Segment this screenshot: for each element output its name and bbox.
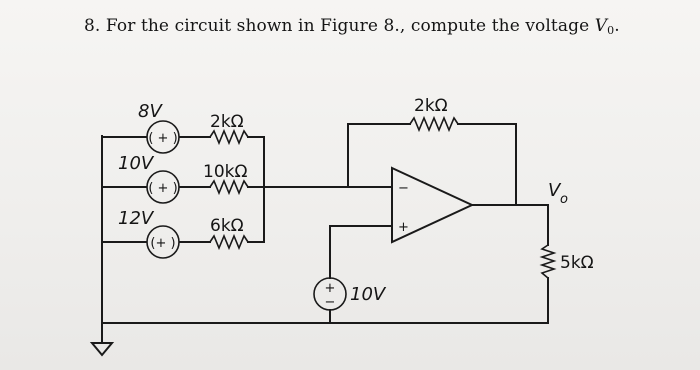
source-reference-minus: − xyxy=(324,295,336,310)
question-period: . xyxy=(614,16,620,36)
opamp xyxy=(392,168,472,242)
source-top xyxy=(138,101,179,153)
source-top-polarity: ( + ) xyxy=(148,131,178,146)
resistor-load-zigzag xyxy=(542,245,554,278)
resistor-bottom-zigzag xyxy=(210,236,248,248)
question-voltage-symbol: V xyxy=(594,16,608,36)
source-reference-label: 10V xyxy=(350,284,386,305)
source-middle-polarity: ( + ) xyxy=(148,181,178,196)
source-bottom-label: 12V xyxy=(118,208,154,229)
resistor-feedback-zigzag xyxy=(410,118,458,130)
summing-bus-wire xyxy=(248,137,264,242)
resistor-feedback-label: 2kΩ xyxy=(414,96,448,116)
circuit-wires xyxy=(102,124,548,343)
output-voltage-subscript: o xyxy=(560,192,568,207)
output-voltage-symbol: V xyxy=(548,180,561,201)
question-body: 8. For the circuit shown in Figure 8., compute the voltage xyxy=(84,16,595,36)
feedback-right-wire xyxy=(458,124,516,205)
resistor-bottom xyxy=(210,216,248,248)
resistor-feedback xyxy=(410,96,458,130)
resistor-load-label: 5kΩ xyxy=(560,253,594,273)
output-label xyxy=(548,180,568,207)
question-voltage-subscript: 0 xyxy=(607,24,615,37)
resistor-middle-zigzag xyxy=(210,181,248,193)
source-middle xyxy=(118,153,179,203)
source-reference-plus: + xyxy=(324,281,336,296)
resistor-middle-label: 10kΩ xyxy=(203,162,248,182)
resistor-top-label: 2kΩ xyxy=(210,112,244,132)
source-bottom xyxy=(118,208,179,258)
source-middle-label: 10V xyxy=(118,153,154,174)
opamp-inverting-sign: − xyxy=(398,181,409,196)
resistor-middle xyxy=(203,162,248,193)
resistor-top xyxy=(210,112,248,143)
source-bottom-polarity: (+ ) xyxy=(150,236,176,251)
resistor-load xyxy=(542,245,594,278)
resistor-top-zigzag xyxy=(210,131,248,143)
opamp-noninverting-sign: + xyxy=(398,220,409,235)
ground-symbol xyxy=(92,343,112,355)
feedback-left-wire xyxy=(348,124,410,187)
resistor-bottom-label: 6kΩ xyxy=(210,216,244,236)
noninverting-input-wire xyxy=(330,226,392,278)
source-reference xyxy=(314,278,387,310)
source-top-label: 8V xyxy=(138,101,162,122)
